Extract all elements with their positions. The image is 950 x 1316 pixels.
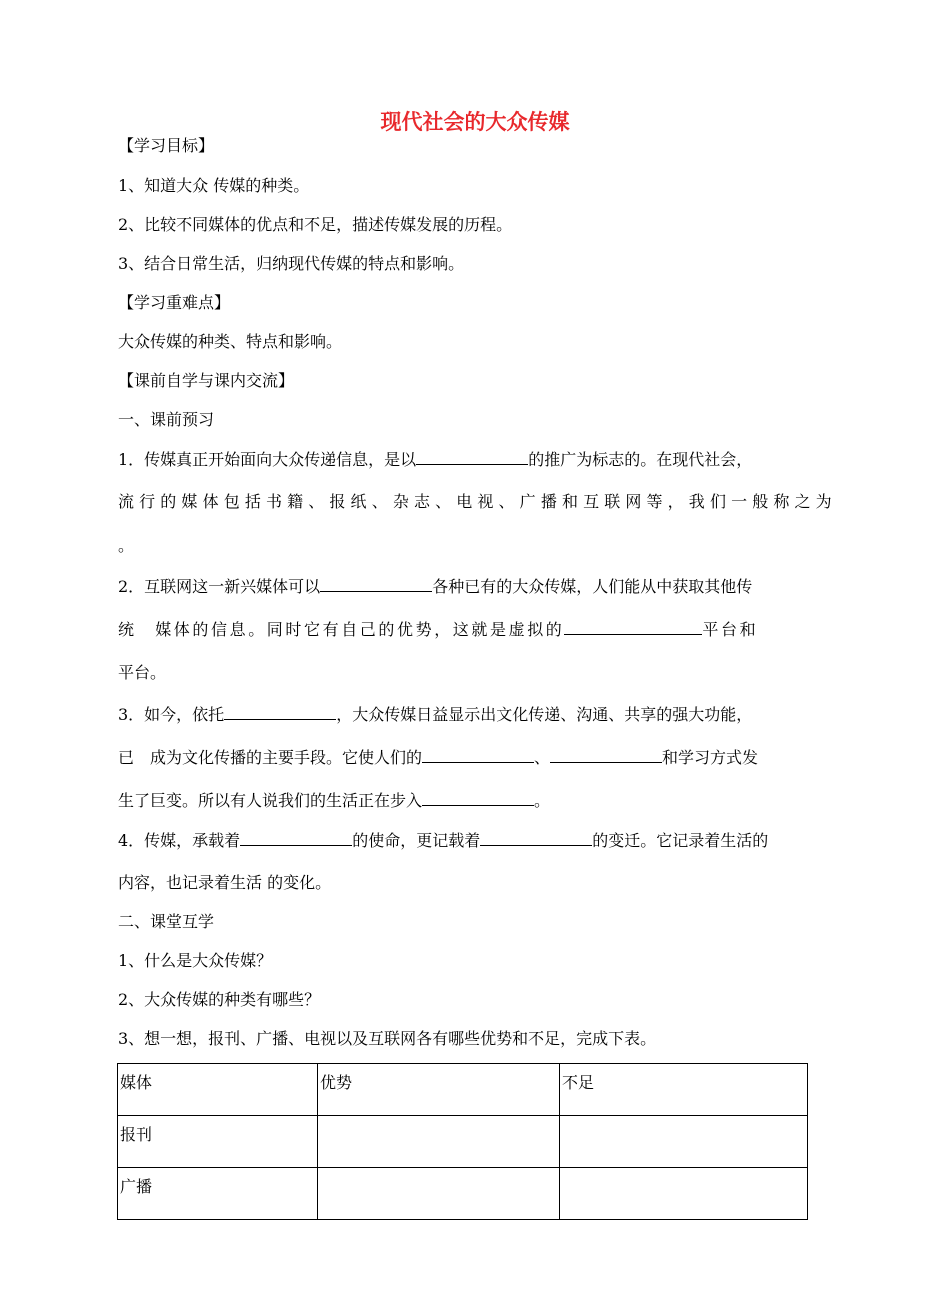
q2-text-b: 各种已有的大众传媒，人们能从中获取其他传: [432, 577, 753, 596]
q2-text-a: 2．互联网这一新兴媒体可以: [118, 577, 321, 596]
table-header-row: [118, 1064, 808, 1116]
goal-item: 3、结合日常生活，归纳现代传媒的特点和影响。: [118, 254, 465, 273]
q2-text-c: 统 媒体的信息。同时它有自己的优势，这就是虚拟的: [118, 620, 565, 639]
q1-end: 。: [118, 536, 135, 555]
q3-text-d: 、: [534, 748, 551, 767]
q4-text-c: 的变迁。它记录着生活的: [592, 831, 769, 850]
answer-blank[interactable]: [422, 746, 534, 763]
table-header-cell: 优势: [318, 1064, 560, 1116]
class-item: 1、什么是大众传媒？: [118, 951, 273, 970]
page-title: 现代社会的大众传媒: [380, 110, 570, 134]
table-cell-input[interactable]: [560, 1116, 808, 1168]
key-heading: 【学习重难点】: [118, 293, 231, 312]
table-cell: 报刊: [118, 1116, 318, 1168]
self-study-heading: 【课前自学与课内交流】: [118, 371, 295, 390]
answer-blank[interactable]: [320, 575, 432, 592]
goal-item: 1、知道大众 传媒的种类。: [118, 176, 310, 195]
media-comparison-table: [117, 1063, 808, 1220]
class-item: 3、想一想，报刊、广播、电视以及互联网各有哪些优势和不足，完成下表。: [118, 1029, 657, 1048]
table-cell-input[interactable]: [318, 1168, 560, 1220]
answer-blank[interactable]: [550, 746, 662, 763]
table-cell-input[interactable]: [560, 1168, 808, 1220]
q4-text-b: 的使命，更记载着: [352, 831, 481, 850]
q3-text-e: 和学习方式发: [662, 748, 759, 767]
table-header-cell: 媒体: [118, 1064, 318, 1116]
question-3: [118, 703, 752, 726]
answer-blank[interactable]: [416, 448, 528, 465]
q1-text-b: 的推广为标志的。在现代社会，: [528, 450, 753, 469]
table-cell-input[interactable]: [318, 1116, 560, 1168]
answer-blank[interactable]: [224, 703, 336, 720]
q3-text-c: 已 成为文化传播的主要手段。它使人们的: [118, 748, 423, 767]
q3-text-f: 生了巨变。所以有人说我们的生活正在步入: [118, 791, 423, 810]
table-row: [118, 1168, 808, 1220]
preview-heading: 一、课前预习: [118, 410, 215, 429]
answer-blank[interactable]: [240, 829, 352, 846]
q2-text-d: 平台和: [702, 620, 759, 639]
q3-text-g: 。: [534, 791, 551, 810]
table-cell: 广播: [118, 1168, 318, 1220]
answer-blank[interactable]: [480, 829, 592, 846]
q2-end: 平台。: [118, 663, 167, 682]
q3-text-a: 3．如今，依托: [118, 705, 225, 724]
key-text: 大众传媒的种类、特点和影响。: [118, 332, 343, 351]
q4-text-a: 4．传媒，承载着: [118, 831, 241, 850]
goals-heading: 【学习目标】: [118, 136, 215, 155]
goal-item: 2、比较不同媒体的优点和不足，描述传媒发展的历程。: [118, 215, 513, 234]
q1-line-2: 流 行 的 媒 体 包 括 书 籍 、 报 纸 、 杂 志 、 电 视 、 广 播 和 互 联 网 等 ， 我 们 一 般 称 之 为: [118, 492, 832, 511]
class-heading: 二、课堂互学: [118, 912, 215, 931]
question-1: [118, 448, 752, 471]
table-row: [118, 1116, 808, 1168]
q1-text-a: 1．传媒真正开始面向大众传递信息，是以: [118, 450, 417, 469]
answer-blank[interactable]: [564, 618, 702, 635]
question-2: [118, 575, 752, 598]
answer-blank[interactable]: [422, 789, 534, 806]
table-header-cell: 不足: [560, 1064, 808, 1116]
q4-line-2: 内容，也记录着生活 的变化。: [118, 873, 332, 892]
q3-text-b: ，大众传媒日益显示出文化传递、沟通、共享的强大功能，: [336, 705, 753, 724]
question-4: [118, 829, 768, 852]
class-item: 2、大众传媒的种类有哪些？: [118, 990, 321, 1009]
q2-line-2: [118, 618, 758, 641]
q3-line-2: [118, 746, 758, 769]
q3-line-3: [118, 789, 550, 812]
